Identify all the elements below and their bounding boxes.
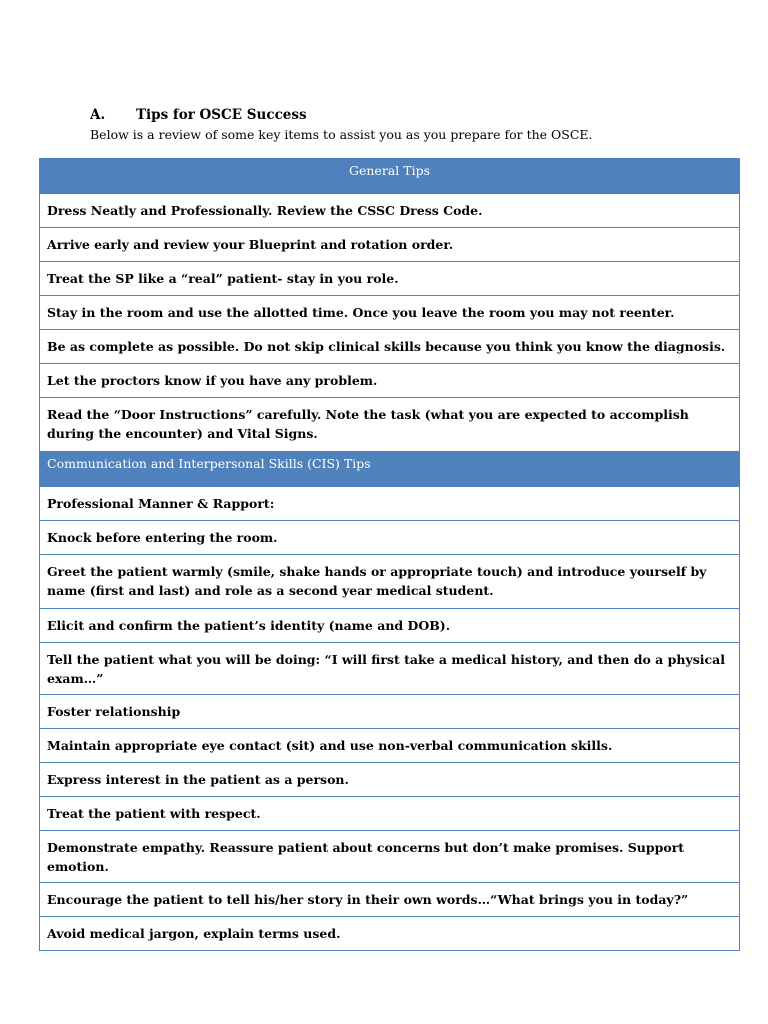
table-row	[40, 296, 740, 330]
tips-table	[39, 158, 740, 951]
table-row	[40, 228, 740, 262]
table-row	[40, 695, 740, 729]
table-row	[40, 831, 740, 883]
tip-cell: Tell the patient what you will be doing: “I will first take a medical history, and then do a physical exam…”	[40, 643, 740, 695]
tip-cell: Demonstrate empathy. Reassure patient about concerns but don’t make promises. Support emotion.	[40, 831, 740, 883]
tip-cell: Professional Manner & Rapport:	[40, 487, 740, 521]
table-row	[40, 364, 740, 398]
tip-cell: Elicit and confirm the patient’s identity (name and DOB).	[40, 609, 740, 643]
tip-cell: Express interest in the patient as a person.	[40, 763, 740, 797]
tip-cell: Read the “Door Instructions” carefully. Note the task (what you are expected to accomplish during the encounter) and Vital Signs.	[40, 398, 740, 452]
section-letter: A.	[90, 107, 106, 123]
tip-cell: Treat the patient with respect.	[40, 797, 740, 831]
general-tips-header-row	[40, 159, 740, 194]
tip-cell: Stay in the room and use the allotted time. Once you leave the room you may not reenter.	[40, 296, 740, 330]
tip-cell: Treat the SP like a “real” patient- stay in you role.	[40, 262, 740, 296]
cis-tips-header: Communication and Interpersonal Skills (CIS) Tips	[40, 452, 740, 487]
table-row	[40, 643, 740, 695]
table-row	[40, 398, 740, 452]
table-row	[40, 763, 740, 797]
tip-cell: Greet the patient warmly (smile, shake hands or appropriate touch) and introduce yourself by name (first and last) and role as a second year medical student.	[40, 555, 740, 609]
table-row	[40, 521, 740, 555]
tip-cell: Let the proctors know if you have any problem.	[40, 364, 740, 398]
table-row	[40, 609, 740, 643]
table-row	[40, 487, 740, 521]
tip-cell: Foster relationship	[40, 695, 740, 729]
section-title: Tips for OSCE Success	[136, 107, 307, 123]
table-row	[40, 262, 740, 296]
table-row	[40, 797, 740, 831]
table-row	[40, 917, 740, 951]
tip-cell: Knock before entering the room.	[40, 521, 740, 555]
table-row	[40, 194, 740, 228]
section-heading	[90, 106, 307, 124]
tip-cell: Be as complete as possible. Do not skip clinical skills because you think you know the diagnosis.	[40, 330, 740, 364]
table-row	[40, 330, 740, 364]
tip-cell: Encourage the patient to tell his/her story in their own words…“What brings you in today?”	[40, 883, 740, 917]
tip-cell: Maintain appropriate eye contact (sit) and use non-verbal communication skills.	[40, 729, 740, 763]
section-intro: Below is a review of some key items to assist you as you prepare for the OSCE.	[90, 127, 593, 142]
table-row	[40, 729, 740, 763]
general-tips-header: General Tips	[40, 159, 740, 194]
tip-cell: Dress Neatly and Professionally. Review the CSSC Dress Code.	[40, 194, 740, 228]
tip-cell: Avoid medical jargon, explain terms used.	[40, 917, 740, 951]
cis-tips-header-row	[40, 452, 740, 487]
table-row	[40, 883, 740, 917]
tip-cell: Arrive early and review your Blueprint and rotation order.	[40, 228, 740, 262]
table-row	[40, 555, 740, 609]
